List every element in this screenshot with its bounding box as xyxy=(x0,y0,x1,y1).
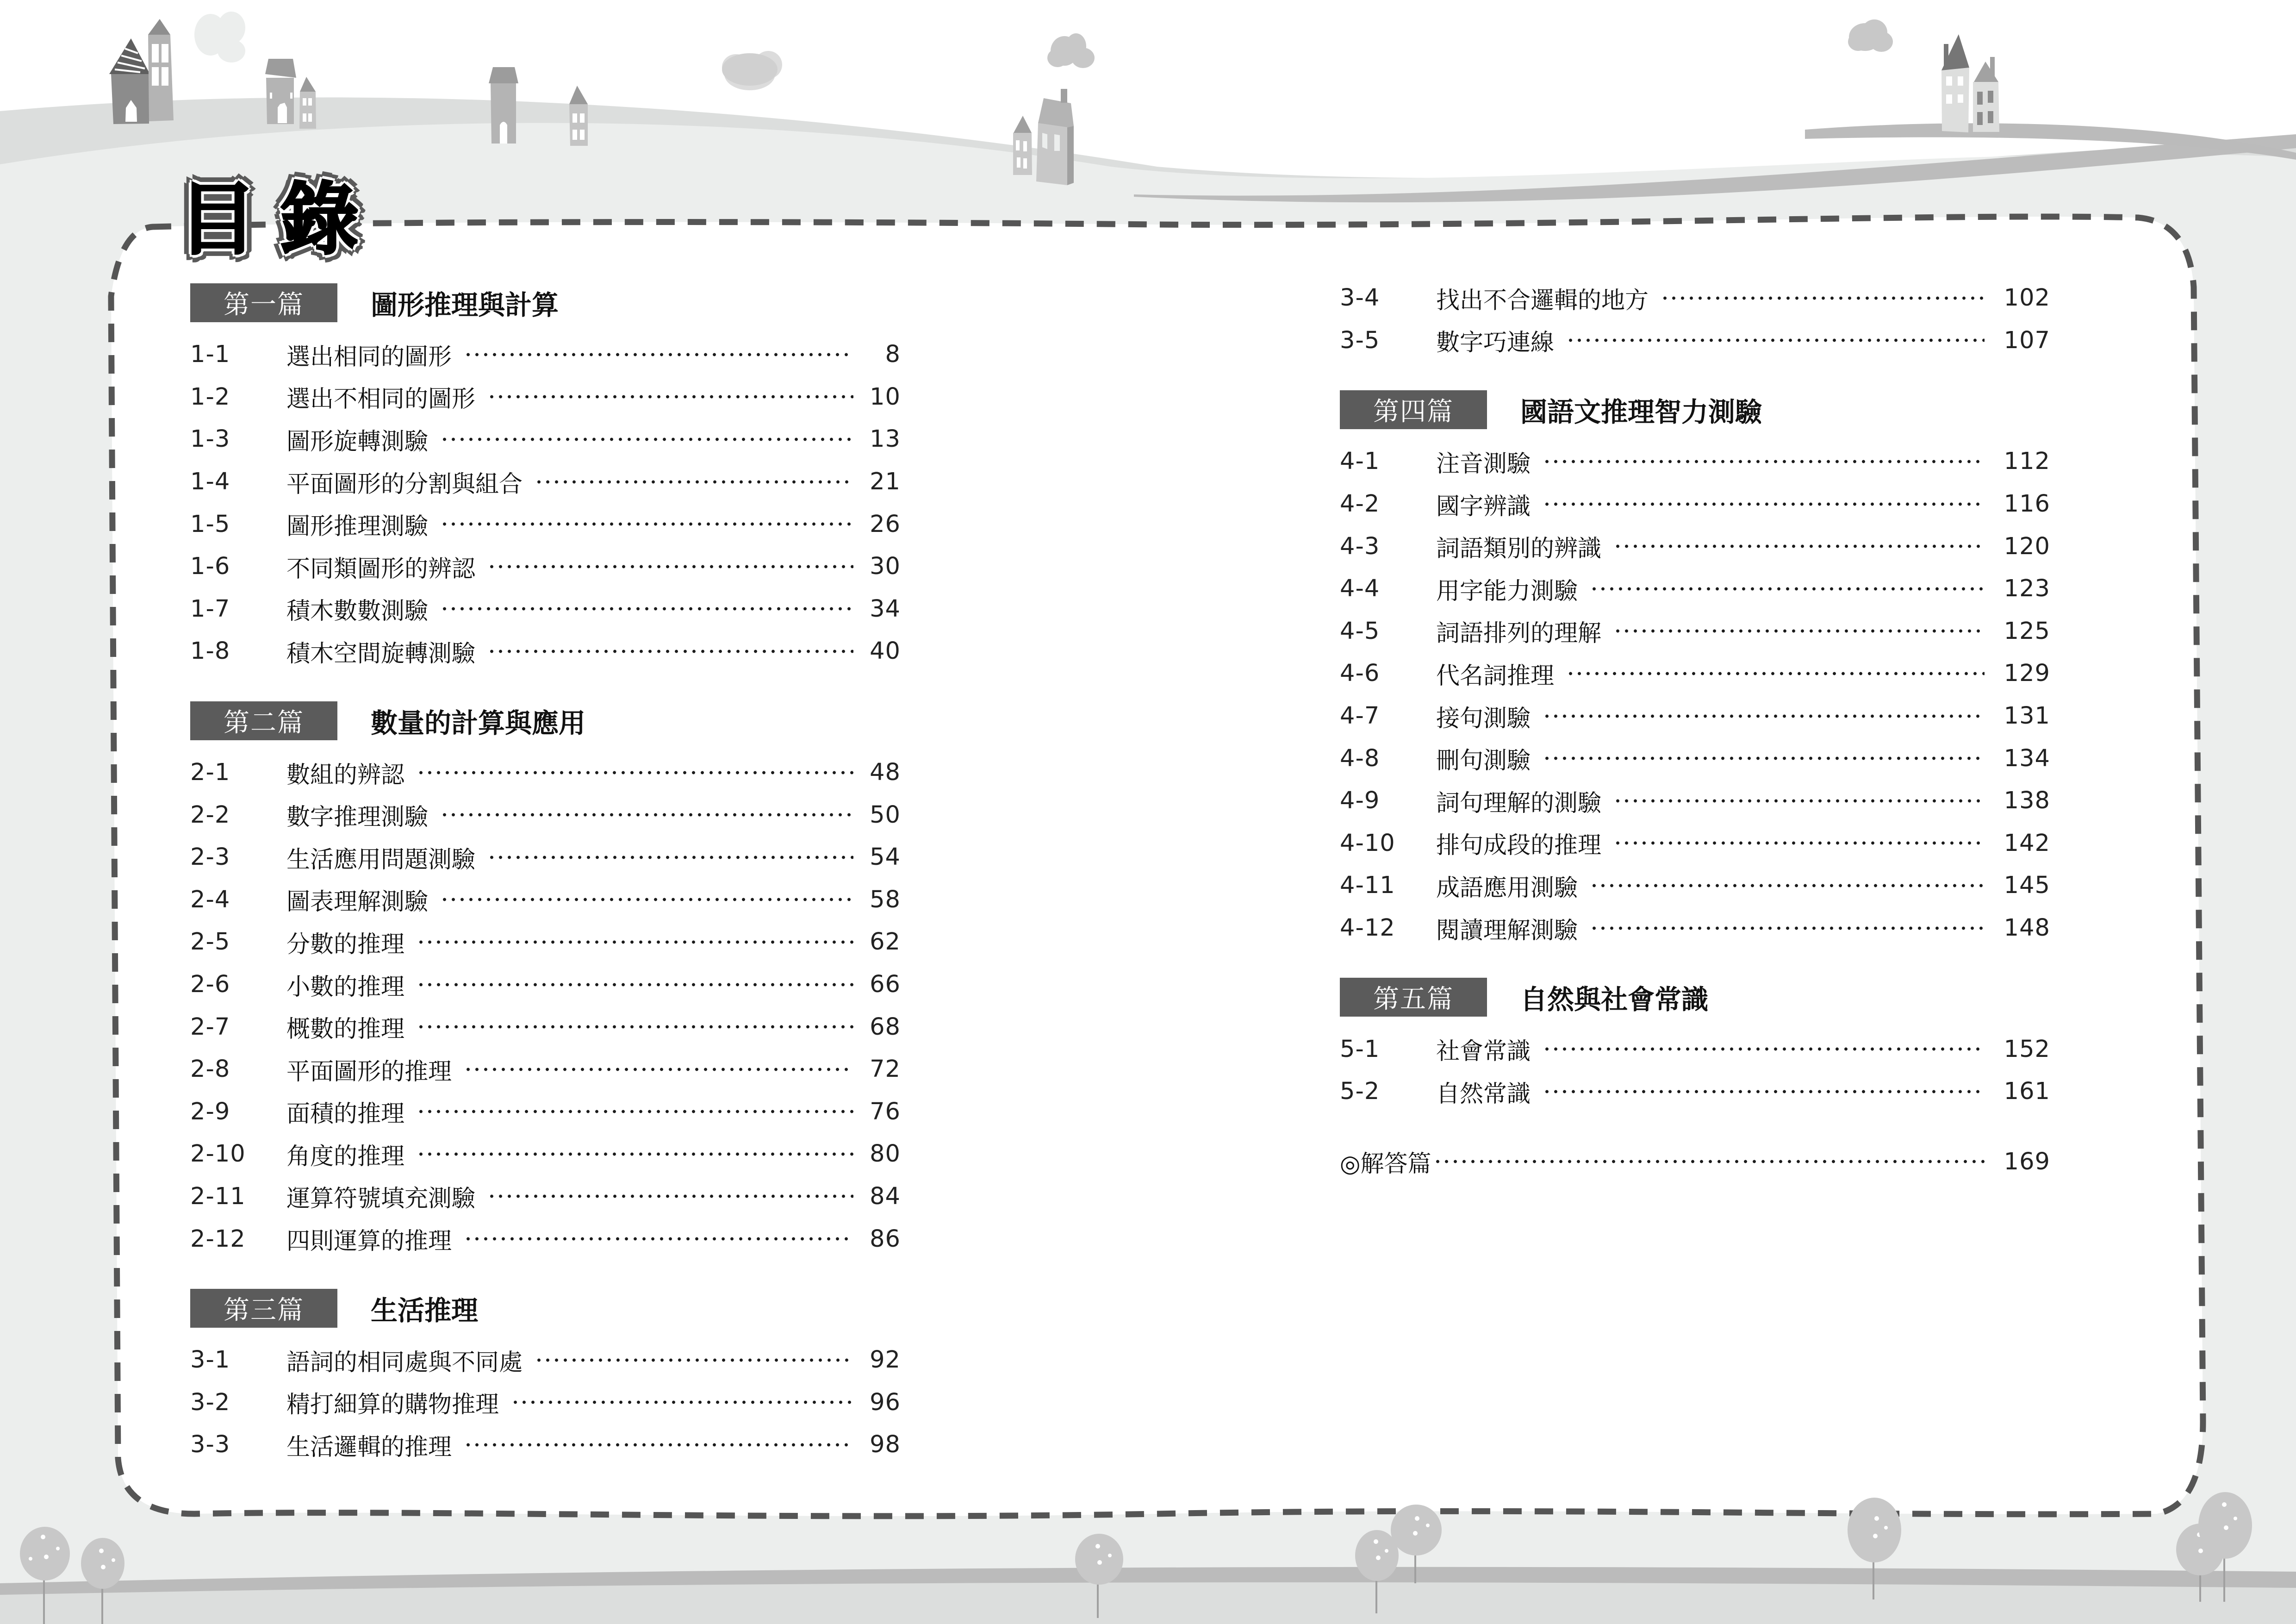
dot-leader xyxy=(440,812,853,817)
dot-leader xyxy=(1543,1089,1985,1094)
house-icon xyxy=(1973,57,1999,132)
toc-entry[interactable] xyxy=(1340,822,2050,865)
toc-entry[interactable] xyxy=(190,751,901,794)
entry-title: 精打細算的購物推理 xyxy=(286,1391,499,1419)
entry-number: 2-7 xyxy=(190,1013,230,1041)
entry-title: 小數的推理 xyxy=(286,973,405,1001)
entry-page: 120 xyxy=(2004,532,2050,560)
dot-leader xyxy=(487,649,853,654)
entry-number: 2-4 xyxy=(190,886,230,913)
dot-leader xyxy=(417,1109,853,1114)
entry-page: 138 xyxy=(2004,787,2050,815)
entry-page: 161 xyxy=(2004,1078,2050,1106)
entry-title: 概數的推理 xyxy=(286,1016,405,1043)
entry-title: 生活應用問題測驗 xyxy=(286,846,476,874)
toc-entry[interactable] xyxy=(1340,780,2050,822)
entry-page: 116 xyxy=(2004,490,2050,518)
house-icon xyxy=(109,38,150,124)
dot-leader xyxy=(1590,587,1985,591)
dot-leader xyxy=(1613,629,1985,633)
dot-leader xyxy=(1543,459,1985,464)
entry-page: 50 xyxy=(870,801,901,829)
toc-entry[interactable] xyxy=(190,545,901,588)
toc-entry[interactable] xyxy=(190,1048,901,1091)
entry-number: 1-2 xyxy=(190,383,230,411)
toc-left-column xyxy=(190,282,901,1466)
entry-page: 152 xyxy=(2004,1035,2050,1063)
entry-number: 2-8 xyxy=(190,1056,230,1083)
dot-leader xyxy=(417,982,853,987)
toc-entry[interactable] xyxy=(1340,1070,2050,1113)
toc-entry[interactable] xyxy=(190,879,901,921)
entry-number: 4-6 xyxy=(1340,660,1380,687)
dot-leader xyxy=(1590,926,1985,931)
entry-number: 4-2 xyxy=(1340,490,1380,518)
toc-entry[interactable] xyxy=(190,418,901,461)
dot-leader xyxy=(1543,714,1985,718)
entry-title: 圖表理解測驗 xyxy=(286,888,429,916)
toc-entry[interactable] xyxy=(190,376,901,418)
entry-page: 62 xyxy=(870,928,901,956)
dot-leader xyxy=(511,1400,853,1405)
entry-number: 2-12 xyxy=(190,1225,246,1253)
entry-page: 26 xyxy=(870,510,901,538)
entry-number: 3-2 xyxy=(190,1388,230,1416)
entry-page: 13 xyxy=(870,425,901,453)
entry-page: 169 xyxy=(2004,1148,2050,1175)
entry-title: 平面圖形的分割與組合 xyxy=(286,470,523,498)
entry-title: 詞句理解的測驗 xyxy=(1436,789,1602,817)
section-header[interactable] xyxy=(190,282,901,323)
toc-entry[interactable] xyxy=(190,1091,901,1133)
section-title: 國語文推理智力測驗 xyxy=(1520,396,1762,428)
entry-title: 刪句測驗 xyxy=(1436,747,1531,775)
dot-leader xyxy=(440,437,853,442)
entry-number: 2-2 xyxy=(190,801,230,829)
entry-number: 4-10 xyxy=(1340,829,1395,857)
entry-title: 排句成段的推理 xyxy=(1436,832,1602,860)
entry-title: 不同類圖形的辨認 xyxy=(286,555,476,583)
entry-page: 58 xyxy=(870,886,901,913)
section-badge: 第四篇 xyxy=(1340,390,1487,429)
house-icon xyxy=(265,59,296,124)
entry-number: 4-12 xyxy=(1340,914,1395,942)
entry-page: 142 xyxy=(2004,829,2050,857)
section-title: 自然與社會常識 xyxy=(1520,984,1709,1016)
toc-entry[interactable] xyxy=(1340,610,2050,653)
entry-title: 注音測驗 xyxy=(1436,450,1531,478)
entry-number: 1-5 xyxy=(190,510,230,538)
toc-entry[interactable] xyxy=(1340,277,2050,319)
dot-leader xyxy=(464,1443,853,1447)
dot-leader xyxy=(535,480,853,484)
entry-number: 1-4 xyxy=(190,468,230,496)
toc-entry[interactable] xyxy=(190,963,901,1006)
entry-page: 48 xyxy=(870,759,901,787)
entry-page: 8 xyxy=(885,341,901,369)
entry-page: 68 xyxy=(870,1013,901,1041)
entry-number: 2-6 xyxy=(190,971,230,999)
entry-number: 1-6 xyxy=(190,553,230,581)
entry-title: 找出不合邏輯的地方 xyxy=(1436,287,1649,314)
entry-page: 107 xyxy=(2004,326,2050,354)
toc-entry[interactable] xyxy=(190,1218,901,1260)
entry-page: 123 xyxy=(2004,575,2050,603)
toc-entry[interactable] xyxy=(1340,483,2050,525)
toc-entry[interactable] xyxy=(1340,864,2050,907)
entry-title: 數組的辨認 xyxy=(286,761,405,789)
dot-leader xyxy=(464,352,853,357)
entry-title: 閱讀理解測驗 xyxy=(1436,917,1578,944)
house-icon xyxy=(1036,89,1074,185)
entry-title: 語詞的相同處與不同處 xyxy=(286,1349,523,1376)
entry-title: 國字辨識 xyxy=(1436,493,1531,520)
page-title-char: 錄 xyxy=(280,174,359,266)
toc-entry[interactable] xyxy=(190,1006,901,1048)
entry-number: 4-5 xyxy=(1340,617,1380,645)
dot-leader xyxy=(417,770,853,775)
entry-number: 2-1 xyxy=(190,759,230,787)
entry-page: 98 xyxy=(870,1431,901,1459)
dot-leader xyxy=(440,897,853,902)
toc-entry[interactable] xyxy=(190,921,901,963)
entry-number: 4-3 xyxy=(1340,532,1380,560)
dot-leader xyxy=(1613,799,1985,803)
house-icon xyxy=(1941,34,1969,132)
toc-entry[interactable] xyxy=(190,1381,901,1424)
dot-leader xyxy=(1543,756,1985,761)
toc-entry[interactable] xyxy=(1340,440,2050,483)
toc-entry[interactable] xyxy=(190,1175,901,1218)
entry-page: 66 xyxy=(870,971,901,999)
cloud-icon xyxy=(1047,33,1095,68)
entry-number: 1-7 xyxy=(190,595,230,623)
cloud-icon xyxy=(194,12,245,62)
toc-entry-answers[interactable] xyxy=(1340,1141,2050,1183)
toc-entry[interactable] xyxy=(1340,737,2050,780)
section-badge: 第二篇 xyxy=(190,701,337,740)
entry-number: 3-3 xyxy=(190,1431,230,1459)
entry-title: 積木數數測驗 xyxy=(286,598,429,625)
entry-page: 112 xyxy=(2004,448,2050,475)
entry-number: 1-8 xyxy=(190,637,230,665)
toc-entry[interactable] xyxy=(190,836,901,879)
house-icon xyxy=(1013,116,1032,175)
dot-leader xyxy=(1613,544,1985,549)
entry-number: 4-7 xyxy=(1340,702,1380,730)
page-title-char: 目 xyxy=(178,174,257,266)
entry-number: 3-1 xyxy=(190,1346,230,1374)
toc-entry[interactable] xyxy=(1340,695,2050,737)
entry-number: 1-1 xyxy=(190,341,230,369)
house-icon xyxy=(489,67,518,144)
dot-leader xyxy=(1566,671,1985,676)
toc-entry[interactable] xyxy=(190,503,901,545)
cloud-icon xyxy=(722,53,778,86)
entry-number: 2-9 xyxy=(190,1098,230,1125)
page-title xyxy=(178,174,359,266)
entry-number: 3-4 xyxy=(1340,284,1380,312)
dot-leader xyxy=(1543,1047,1985,1051)
section-title: 數量的計算與應用 xyxy=(371,707,586,739)
toc-entry[interactable] xyxy=(190,1133,901,1175)
entry-title: 選出不相同的圖形 xyxy=(286,386,476,413)
entry-number: 2-3 xyxy=(190,843,230,871)
section-badge: 第三篇 xyxy=(190,1289,337,1328)
dot-leader xyxy=(487,855,853,860)
house-icon xyxy=(148,19,174,121)
dot-leader xyxy=(535,1358,853,1362)
entry-page: 125 xyxy=(2004,617,2050,645)
entry-number: 3-5 xyxy=(1340,326,1380,354)
entry-title: 生活邏輯的推理 xyxy=(286,1433,452,1461)
section-header[interactable] xyxy=(1340,977,2050,1018)
toc-entry[interactable] xyxy=(190,1339,901,1381)
entry-page: 145 xyxy=(2004,872,2050,899)
toc-entry[interactable] xyxy=(190,1424,901,1466)
entry-page: 30 xyxy=(870,553,901,581)
entry-title: 積木空間旋轉測驗 xyxy=(286,640,476,668)
entry-title: 運算符號填充測驗 xyxy=(286,1185,476,1213)
dot-leader xyxy=(440,522,853,526)
entry-number: 4-1 xyxy=(1340,448,1380,475)
dot-leader xyxy=(1590,883,1985,888)
entry-title: ◎解答篇 xyxy=(1340,1150,1431,1178)
entry-title: 數字巧連線 xyxy=(1436,329,1555,357)
entry-number: 4-8 xyxy=(1340,744,1380,772)
dot-leader xyxy=(464,1237,853,1241)
entry-number: 5-1 xyxy=(1340,1035,1380,1063)
entry-title: 社會常識 xyxy=(1436,1038,1531,1066)
toc-entry[interactable] xyxy=(1340,652,2050,695)
toc-entry[interactable] xyxy=(1340,907,2050,949)
entry-page: 129 xyxy=(2004,660,2050,687)
entry-title: 詞語類別的辨識 xyxy=(1436,535,1602,563)
entry-title: 分數的推理 xyxy=(286,931,405,958)
entry-page: 96 xyxy=(870,1388,901,1416)
toc-entry[interactable] xyxy=(190,333,901,376)
entry-page: 148 xyxy=(2004,914,2050,942)
house-icon xyxy=(569,86,588,146)
dot-leader xyxy=(1543,502,1985,506)
toc-right-column xyxy=(1340,277,2050,1183)
section-header[interactable] xyxy=(190,1288,901,1329)
entry-page: 40 xyxy=(870,637,901,665)
entry-title: 面積的推理 xyxy=(286,1100,405,1128)
entry-page: 86 xyxy=(870,1225,901,1253)
entry-title: 詞語排列的理解 xyxy=(1436,620,1602,648)
toc-entry[interactable] xyxy=(1340,1028,2050,1070)
entry-title: 圖形推理測驗 xyxy=(286,513,429,541)
entry-number: 2-10 xyxy=(190,1140,246,1168)
entry-page: 54 xyxy=(870,843,901,871)
entry-page: 80 xyxy=(870,1140,901,1168)
dot-leader xyxy=(1613,841,1985,845)
dot-leader xyxy=(487,1194,853,1199)
section-header[interactable] xyxy=(1340,389,2050,430)
dot-leader xyxy=(417,1152,853,1156)
dot-leader xyxy=(417,1024,853,1029)
dot-leader xyxy=(487,394,853,399)
cloud-icon xyxy=(1848,19,1893,52)
house-icon xyxy=(299,77,316,129)
entry-number: 5-2 xyxy=(1340,1078,1380,1106)
toc-entry[interactable] xyxy=(1340,319,2050,362)
dot-leader xyxy=(1433,1159,1985,1164)
entry-title: 代名詞推理 xyxy=(1436,662,1555,690)
entry-title: 角度的推理 xyxy=(286,1143,405,1170)
toc-entry[interactable] xyxy=(1340,568,2050,610)
entry-page: 131 xyxy=(2004,702,2050,730)
entry-title: 接句測驗 xyxy=(1436,705,1531,732)
dot-leader xyxy=(417,940,853,944)
toc-entry[interactable] xyxy=(1340,525,2050,568)
dot-leader xyxy=(1566,338,1985,343)
entry-page: 134 xyxy=(2004,744,2050,772)
entry-page: 102 xyxy=(2004,284,2050,312)
entry-page: 10 xyxy=(870,383,901,411)
toc-entry[interactable] xyxy=(190,793,901,836)
entry-page: 84 xyxy=(870,1182,901,1210)
section-title: 生活推理 xyxy=(371,1294,479,1326)
entry-number: 1-3 xyxy=(190,425,230,453)
entry-number: 4-11 xyxy=(1340,872,1395,899)
entry-title: 圖形旋轉測驗 xyxy=(286,428,429,456)
toc-entry[interactable] xyxy=(190,630,901,673)
entry-title: 數字推理測驗 xyxy=(286,804,429,831)
entry-title: 選出相同的圖形 xyxy=(286,343,452,371)
toc-entry[interactable] xyxy=(190,461,901,503)
entry-number: 4-4 xyxy=(1340,575,1380,603)
entry-page: 76 xyxy=(870,1098,901,1125)
entry-title: 自然常識 xyxy=(1436,1080,1531,1108)
entry-number: 2-11 xyxy=(190,1182,246,1210)
entry-number: 2-5 xyxy=(190,928,230,956)
entry-number: 4-9 xyxy=(1340,787,1380,815)
toc-entry[interactable] xyxy=(190,588,901,631)
entry-title: 平面圖形的推理 xyxy=(286,1058,452,1086)
dot-leader xyxy=(464,1067,853,1072)
dot-leader xyxy=(440,606,853,611)
entry-title: 成語應用測驗 xyxy=(1436,874,1578,902)
dot-leader xyxy=(1661,296,1985,300)
entry-page: 21 xyxy=(870,468,901,496)
entry-title: 用字能力測驗 xyxy=(1436,577,1578,605)
entry-page: 72 xyxy=(870,1056,901,1083)
dot-leader xyxy=(487,564,853,569)
entry-page: 34 xyxy=(870,595,901,623)
section-title: 圖形推理與計算 xyxy=(371,289,559,321)
entry-title: 四則運算的推理 xyxy=(286,1228,452,1255)
section-badge: 第一篇 xyxy=(190,283,337,322)
entry-page: 92 xyxy=(870,1346,901,1374)
section-badge: 第五篇 xyxy=(1340,978,1487,1017)
section-header[interactable] xyxy=(190,700,901,741)
